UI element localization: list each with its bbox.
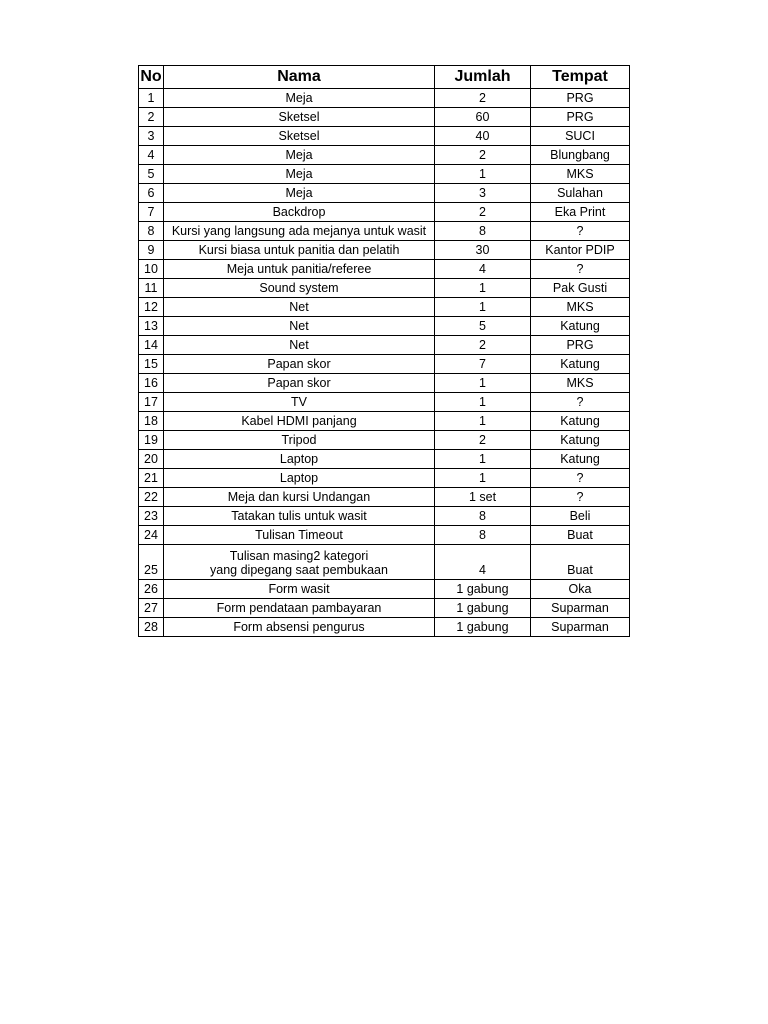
cell-nama: Sketsel (164, 108, 435, 127)
cell-jumlah: 1 gabung (435, 580, 531, 599)
cell-tempat: Katung (531, 355, 630, 374)
cell-no: 24 (139, 526, 164, 545)
cell-no: 15 (139, 355, 164, 374)
cell-tempat: ? (531, 222, 630, 241)
cell-nama-line-1: Tulisan masing2 kategori (229, 549, 369, 563)
cell-nama: Meja (164, 89, 435, 108)
cell-jumlah: 1 (435, 165, 531, 184)
cell-jumlah: 1 set (435, 488, 531, 507)
table-row (139, 355, 630, 374)
cell-jumlah: 2 (435, 89, 531, 108)
cell-no: 21 (139, 469, 164, 488)
cell-jumlah: 2 (435, 146, 531, 165)
cell-no: 4 (139, 146, 164, 165)
cell-no: 23 (139, 507, 164, 526)
table-row (139, 222, 630, 241)
table-row (139, 279, 630, 298)
cell-no: 14 (139, 336, 164, 355)
cell-jumlah: 1 (435, 469, 531, 488)
table-row (139, 412, 630, 431)
cell-tempat: Katung (531, 431, 630, 450)
cell-nama: Sketsel (164, 127, 435, 146)
cell-jumlah: 40 (435, 127, 531, 146)
cell-nama: Kabel HDMI panjang (164, 412, 435, 431)
cell-nama: Papan skor (164, 374, 435, 393)
cell-nama: Sound system (164, 279, 435, 298)
cell-nama: TV (164, 393, 435, 412)
table-row (139, 336, 630, 355)
cell-tempat: MKS (531, 374, 630, 393)
cell-jumlah: 1 (435, 450, 531, 469)
table-row (139, 89, 630, 108)
cell-no: 6 (139, 184, 164, 203)
cell-nama-line-2: yang dipegang saat pembukaan (210, 563, 388, 577)
cell-nama: Net (164, 298, 435, 317)
cell-jumlah: 1 gabung (435, 618, 531, 637)
cell-no: 22 (139, 488, 164, 507)
cell-no: 25 (139, 545, 164, 580)
cell-no: 7 (139, 203, 164, 222)
cell-jumlah: 8 (435, 222, 531, 241)
cell-jumlah: 30 (435, 241, 531, 260)
cell-tempat: Sulahan (531, 184, 630, 203)
spreadsheet-page (138, 65, 629, 637)
cell-jumlah: 4 (435, 545, 531, 580)
cell-jumlah: 2 (435, 203, 531, 222)
cell-tempat: PRG (531, 108, 630, 127)
cell-nama: Papan skor (164, 355, 435, 374)
cell-nama: Tripod (164, 431, 435, 450)
cell-jumlah: 8 (435, 526, 531, 545)
cell-no: 3 (139, 127, 164, 146)
cell-nama: Net (164, 336, 435, 355)
header-jumlah: Jumlah (435, 66, 531, 89)
header-nama: Nama (164, 66, 435, 89)
cell-tempat: Suparman (531, 618, 630, 637)
cell-nama: Tatakan tulis untuk wasit (164, 507, 435, 526)
cell-no: 9 (139, 241, 164, 260)
cell-no: 28 (139, 618, 164, 637)
cell-nama: Backdrop (164, 203, 435, 222)
table-row (139, 599, 630, 618)
table-row (139, 146, 630, 165)
table-row (139, 393, 630, 412)
cell-no: 20 (139, 450, 164, 469)
cell-tempat: Suparman (531, 599, 630, 618)
cell-jumlah: 3 (435, 184, 531, 203)
cell-tempat: Buat (531, 526, 630, 545)
cell-tempat: ? (531, 260, 630, 279)
cell-nama: Net (164, 317, 435, 336)
cell-jumlah: 1 (435, 374, 531, 393)
cell-no: 17 (139, 393, 164, 412)
cell-no: 1 (139, 89, 164, 108)
table-row (139, 507, 630, 526)
cell-jumlah: 1 gabung (435, 599, 531, 618)
table-row (139, 203, 630, 222)
table-row (139, 108, 630, 127)
cell-no: 13 (139, 317, 164, 336)
cell-tempat: Beli (531, 507, 630, 526)
cell-jumlah: 7 (435, 355, 531, 374)
cell-jumlah: 8 (435, 507, 531, 526)
cell-no: 19 (139, 431, 164, 450)
table-row (139, 431, 630, 450)
cell-no: 27 (139, 599, 164, 618)
cell-nama: Meja (164, 165, 435, 184)
table-row (139, 450, 630, 469)
cell-jumlah: 4 (435, 260, 531, 279)
cell-nama: Laptop (164, 469, 435, 488)
table-row (139, 374, 630, 393)
cell-jumlah: 1 (435, 298, 531, 317)
cell-jumlah: 60 (435, 108, 531, 127)
header-tempat: Tempat (531, 66, 630, 89)
cell-tempat: Pak Gusti (531, 279, 630, 298)
cell-no: 16 (139, 374, 164, 393)
cell-nama: Form wasit (164, 580, 435, 599)
cell-nama: Kursi biasa untuk panitia dan pelatih (164, 241, 435, 260)
table-row (139, 184, 630, 203)
table-row (139, 165, 630, 184)
cell-tempat: Kantor PDIP (531, 241, 630, 260)
cell-tempat: Katung (531, 450, 630, 469)
table-row (139, 317, 630, 336)
table-row (139, 298, 630, 317)
table-row (139, 618, 630, 637)
cell-tempat: PRG (531, 89, 630, 108)
cell-tempat: Katung (531, 317, 630, 336)
cell-tempat: Eka Print (531, 203, 630, 222)
cell-jumlah: 5 (435, 317, 531, 336)
cell-jumlah: 1 (435, 412, 531, 431)
cell-no: 10 (139, 260, 164, 279)
cell-tempat: Blungbang (531, 146, 630, 165)
table-row (139, 488, 630, 507)
cell-nama: Tulisan Timeout (164, 526, 435, 545)
table-row (139, 241, 630, 260)
inventory-table (138, 65, 630, 637)
cell-tempat: MKS (531, 298, 630, 317)
cell-tempat: PRG (531, 336, 630, 355)
cell-no: 5 (139, 165, 164, 184)
cell-no: 26 (139, 580, 164, 599)
table-row (139, 580, 630, 599)
cell-tempat: SUCI (531, 127, 630, 146)
cell-nama: Meja (164, 146, 435, 165)
cell-nama: Meja untuk panitia/referee (164, 260, 435, 279)
table-row (139, 260, 630, 279)
header-no: No (139, 66, 164, 89)
header-row (139, 66, 630, 89)
cell-nama: Form pendataan pambayaran (164, 599, 435, 618)
cell-tempat: Katung (531, 412, 630, 431)
cell-nama: Form absensi pengurus (164, 618, 435, 637)
cell-tempat: Buat (531, 545, 630, 580)
cell-no: 18 (139, 412, 164, 431)
cell-no: 2 (139, 108, 164, 127)
cell-tempat: Oka (531, 580, 630, 599)
cell-nama: Meja (164, 184, 435, 203)
cell-tempat: ? (531, 469, 630, 488)
cell-nama: Kursi yang langsung ada mejanya untuk wasit (164, 222, 435, 241)
cell-tempat: ? (531, 393, 630, 412)
cell-jumlah: 1 (435, 393, 531, 412)
cell-no: 12 (139, 298, 164, 317)
table-row (139, 469, 630, 488)
cell-nama (164, 545, 435, 580)
table-row (139, 545, 630, 580)
cell-no: 11 (139, 279, 164, 298)
cell-tempat: ? (531, 488, 630, 507)
cell-nama: Laptop (164, 450, 435, 469)
cell-tempat: MKS (531, 165, 630, 184)
cell-jumlah: 2 (435, 336, 531, 355)
cell-nama: Meja dan kursi Undangan (164, 488, 435, 507)
table-row (139, 127, 630, 146)
cell-jumlah: 1 (435, 279, 531, 298)
cell-jumlah: 2 (435, 431, 531, 450)
table-row (139, 526, 630, 545)
cell-no: 8 (139, 222, 164, 241)
